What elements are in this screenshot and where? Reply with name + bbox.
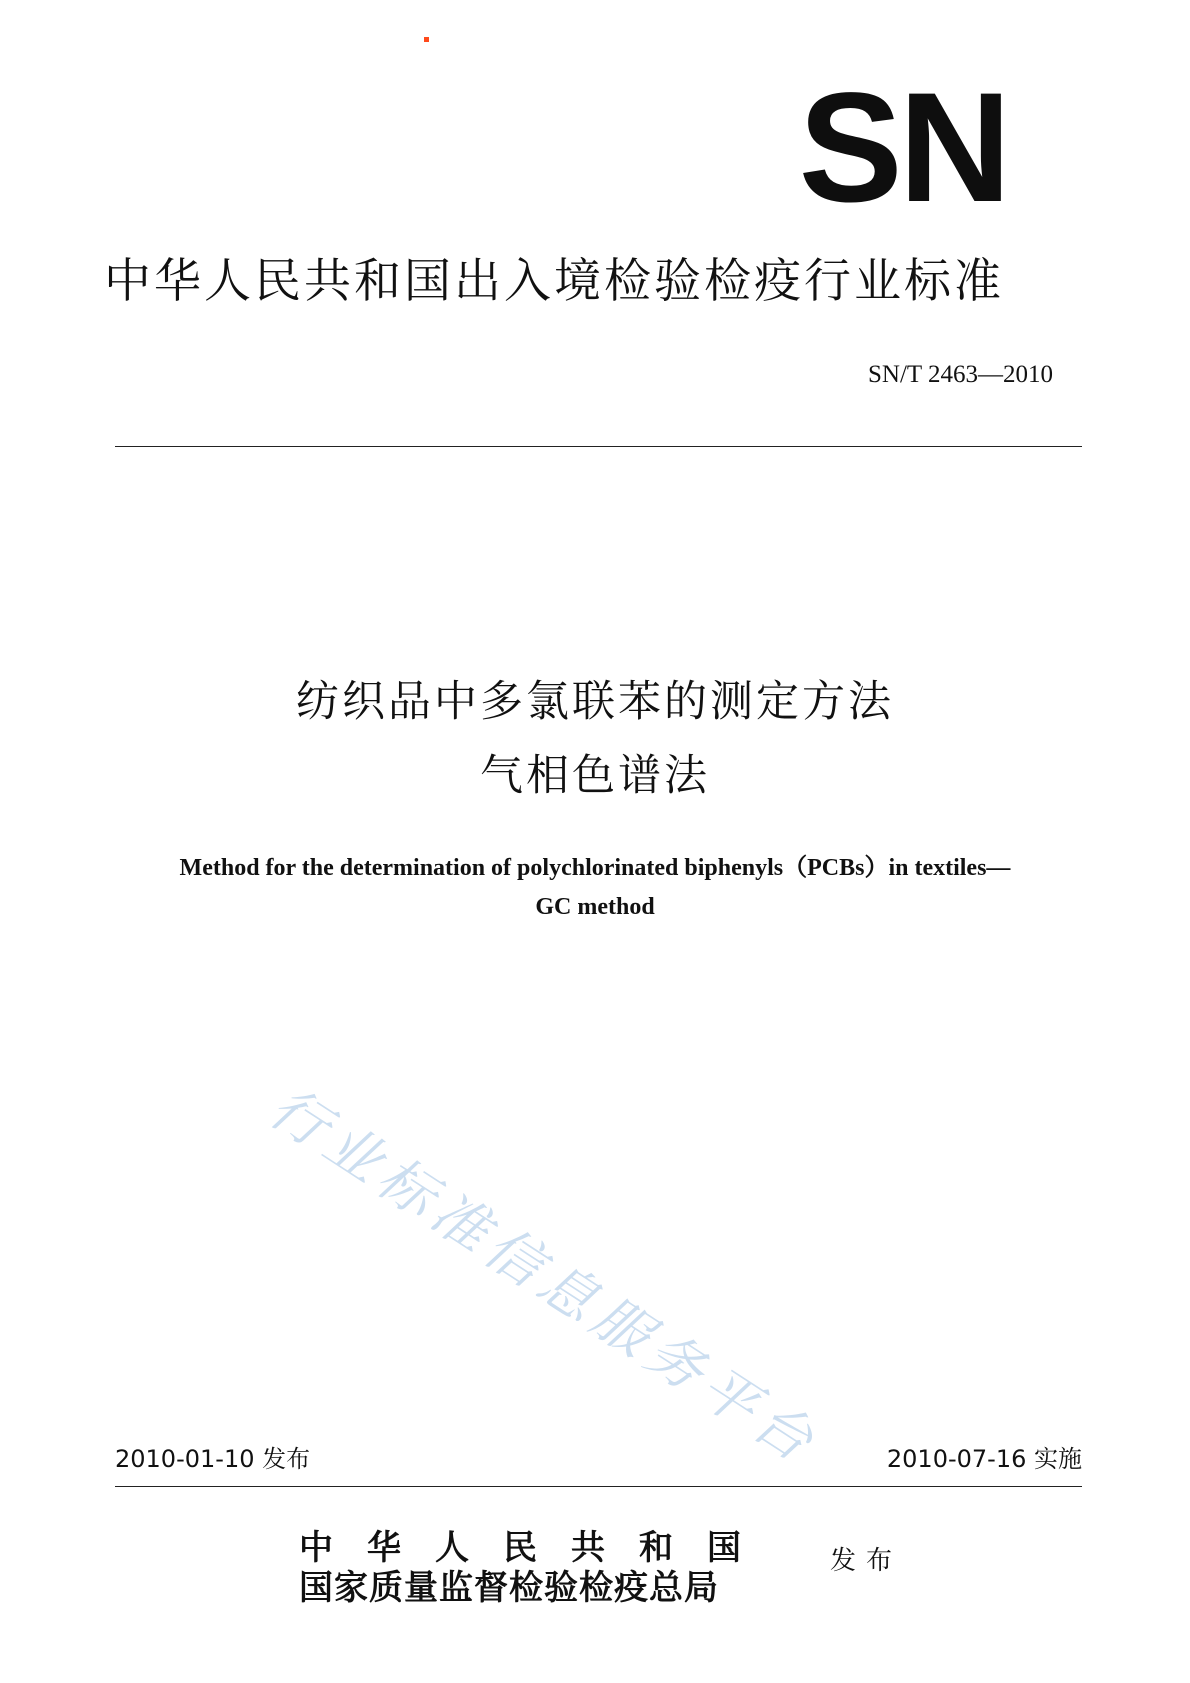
bottom-divider (115, 1486, 1082, 1487)
standard-code: SN/T 2463—2010 (868, 361, 1053, 388)
accent-dot (424, 37, 429, 42)
header-title: 中华人民共和国出入境检验检疫行业标准 (104, 254, 1004, 309)
title-chinese-line-2: 气相色谱法 (480, 751, 710, 801)
publish-label: 发布 (830, 1546, 903, 1576)
title-english-line-2: GC method (535, 894, 655, 920)
issue-date: 2010-01-10 发布 (115, 1445, 311, 1473)
title-english-line-1: Method for the determination of polychlorinated biphenyls（PCBs）in textiles— (179, 855, 1011, 881)
issuer-line-2: 国家质量监督检验检疫总局 (299, 1568, 719, 1608)
top-divider (115, 446, 1082, 447)
issuer-line-1: 中华人民共和国 (299, 1528, 775, 1568)
watermark: 行业标准信息服务平台 (258, 1075, 831, 1479)
sn-logo: SN (798, 61, 1008, 235)
issuer-block (299, 1528, 799, 1608)
title-chinese-line-1: 纺织品中多氯联苯的测定方法 (296, 677, 894, 727)
implementation-date: 2010-07-16 实施 (886, 1445, 1082, 1473)
